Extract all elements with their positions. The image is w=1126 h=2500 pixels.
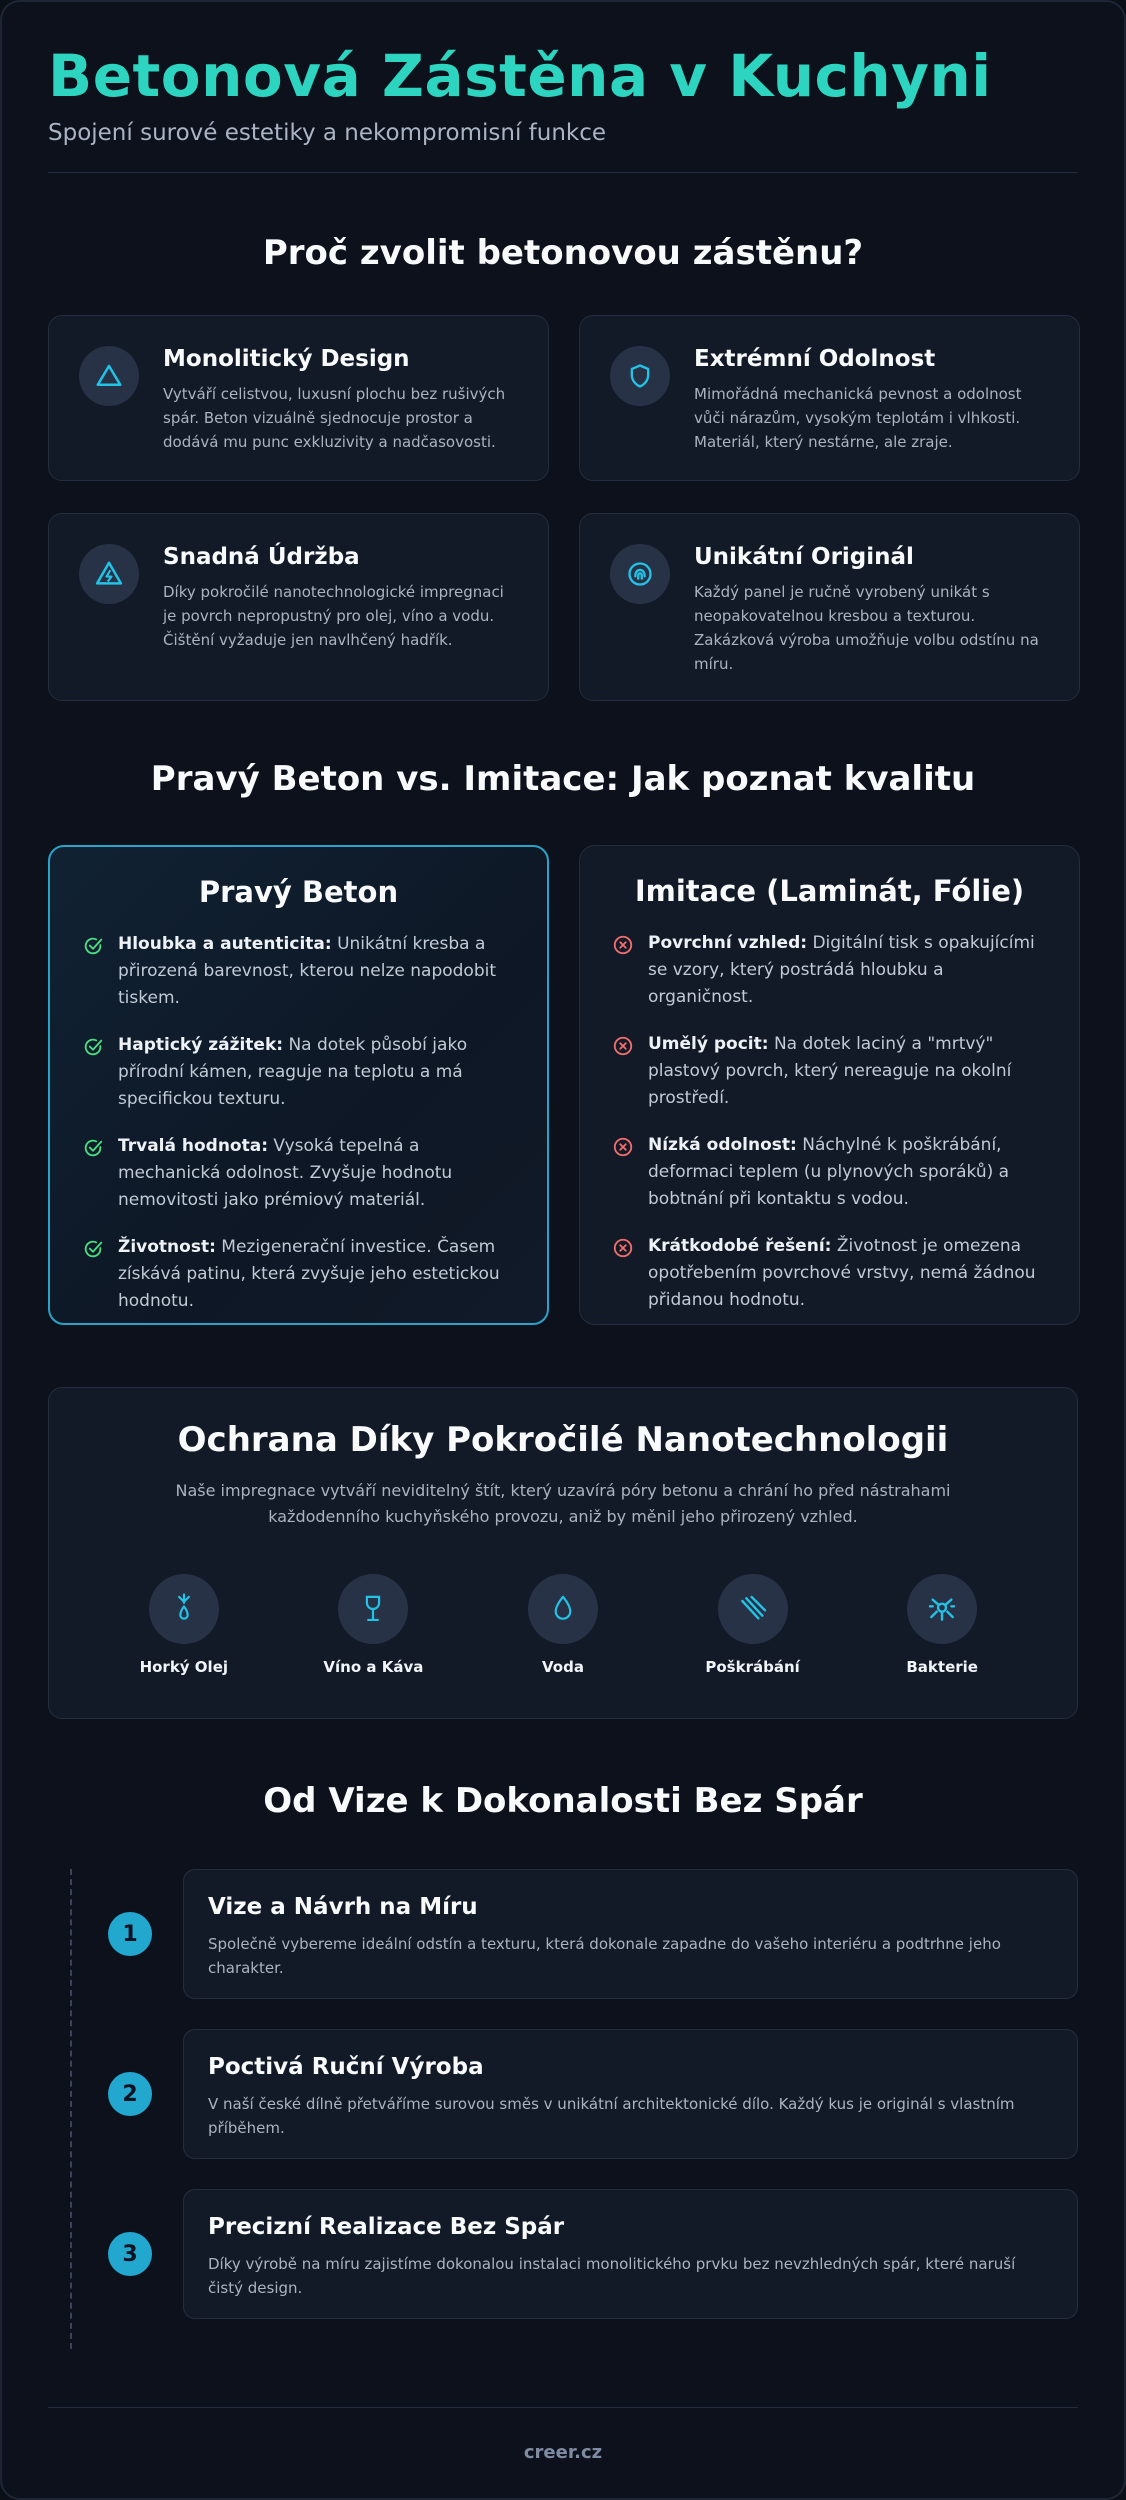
step-card	[183, 2029, 1078, 2159]
benefit-card	[579, 315, 1080, 481]
benefit-card	[48, 513, 549, 701]
process-step	[48, 1869, 1078, 1999]
list-label: Životnost:	[118, 1237, 216, 1257]
comparison-grid	[48, 845, 1078, 1325]
list-label: Umělý pocit:	[648, 1034, 769, 1054]
list-label: Povrchní vzhled:	[648, 933, 808, 953]
list-text	[118, 1133, 519, 1214]
benefit-title: Monolitický Design	[163, 346, 410, 372]
protection-icons	[89, 1574, 1037, 1676]
list-label: Trvalá hodnota:	[118, 1136, 269, 1156]
process-step	[48, 2189, 1078, 2319]
protection-label: Víno a Káva	[323, 1658, 424, 1676]
nanotech-desc: Naše impregnace vytváří neviditelný štít, který uzavírá póry betonu a chrání ho před nástrahami každodenního kuchyňského provozu, aniž by měnil jeho přirozený vzhled.	[175, 1481, 951, 1526]
benefit-desc: Díky pokročilé nanotechnologické impregnaci je povrch nepropustný pro olej, víno a vodu. Čištění vyžaduje jen navlhčený hadřík.	[163, 583, 504, 649]
benefit-desc: Mimořádná mechanická pevnost a odolnost vůči nárazům, vysokým teplotám i vlhkosti. Materiál, který nestárne, ale zraje.	[694, 385, 1022, 451]
step-card	[183, 1869, 1078, 1999]
footer-divider	[48, 2407, 1078, 2408]
nanotech-section	[48, 1387, 1078, 1719]
comparison-title: Pravý Beton vs. Imitace: Jak poznat kvalitu	[150, 759, 976, 799]
step-number: 3	[108, 2232, 152, 2276]
list-item	[608, 1132, 1051, 1213]
benefit-card	[579, 513, 1080, 701]
step-desc: Díky výrobě na míru zajistíme dokonalou instalaci monolitického prvku bez nevzhledných spár, které naruší čistý design.	[208, 2255, 1016, 2297]
list-label: Krátkodobé řešení:	[648, 1236, 832, 1256]
benefit-title: Snadná Údržba	[163, 544, 360, 570]
list-item	[78, 1234, 519, 1315]
protection-label: Bakterie	[906, 1658, 978, 1676]
list-text	[648, 1132, 1051, 1213]
list-text	[648, 1233, 1051, 1314]
scratch-icon	[718, 1574, 788, 1644]
triangle-icon	[79, 346, 139, 406]
list-desc: Mezigenerační investice. Časem získává patinu, která zvyšuje jeho estetickou hodnotu.	[118, 1237, 500, 1311]
page-subtitle: Spojení surové estetiky a nekompromisní funkce	[48, 120, 607, 146]
list-desc: Na dotek laciný a "mrtvý" plastový povrch, který nereaguje na okolní prostředí.	[648, 1034, 1012, 1108]
page-title: Betonová Zástěna v Kuchyni	[48, 42, 992, 110]
benefit-desc: Vytváří celistvou, luxusní plochu bez rušivých spár. Beton vizuálně sjednocuje prostor a dodává mu punc exkluzivity a nadčasovosti.	[163, 385, 506, 451]
list-item	[78, 1133, 519, 1214]
step-desc: Společně vybereme ideální odstín a texturu, která dokonale zapadne do vašeho interiéru a podtrhne jeho charakter.	[208, 1935, 1001, 1977]
check-icon	[82, 1036, 104, 1058]
check-icon	[82, 1137, 104, 1159]
benefit-card	[48, 315, 549, 481]
list-label: Hloubka a autenticita:	[118, 934, 332, 954]
nanotech-title: Ochrana Díky Pokročilé Nanotechnologii	[177, 1420, 949, 1460]
real-concrete-card	[48, 845, 549, 1325]
list-desc: Vysoká tepelná a mechanická odolnost. Zvyšuje hodnotu nemovitosti jako prémiový materiál.	[118, 1136, 453, 1210]
water-drop-icon	[528, 1574, 598, 1644]
list-desc: Náchylné k poškrábání, deformaci teplem (u plynových sporáků) a bobtnání při kontaktu s vodou.	[648, 1135, 1010, 1209]
bacteria-icon	[907, 1574, 977, 1644]
step-title: Vize a Návrh na Míru	[208, 1894, 478, 1920]
real-concrete-title: Pravý Beton	[198, 875, 399, 909]
step-title: Poctivá Ruční Výroba	[208, 2054, 484, 2080]
shield-icon	[610, 346, 670, 406]
benefits-grid	[48, 315, 1078, 701]
list-label: Haptický zážitek:	[118, 1035, 284, 1055]
list-text	[118, 1234, 519, 1315]
imitation-card	[579, 845, 1080, 1325]
check-icon	[82, 935, 104, 957]
protection-label: Poškrábání	[705, 1658, 800, 1676]
footer-link[interactable]: creer.cz	[523, 2442, 603, 2463]
list-item	[608, 930, 1051, 1011]
protection-item	[104, 1574, 264, 1676]
benefit-title: Extrémní Odolnost	[694, 346, 936, 372]
list-item	[608, 1233, 1051, 1314]
step-title: Precizní Realizace Bez Spár	[208, 2214, 565, 2240]
imitation-title: Imitace (Laminát, Fólie)	[634, 874, 1025, 908]
header-divider	[48, 172, 1078, 173]
list-text	[118, 1032, 519, 1113]
cross-icon	[612, 1136, 634, 1158]
protection-item	[673, 1574, 833, 1676]
list-label: Nízká odolnost:	[648, 1135, 797, 1155]
benefit-desc: Každý panel je ručně vyrobený unikát s neopakovatelnou kresbou a texturou. Zakázková výroba umožňuje volbu odstínu na míru.	[694, 583, 1039, 673]
list-item	[608, 1031, 1051, 1112]
benefits-title: Proč zvolit betonovou zástěnu?	[262, 233, 864, 273]
protection-item	[862, 1574, 1022, 1676]
list-item	[78, 931, 519, 1012]
list-desc: Životnost je omezena opotřebením povrchové vrstvy, nemá žádnou přidanou hodnotu.	[648, 1236, 1036, 1310]
protection-item	[293, 1574, 453, 1676]
list-item	[78, 1032, 519, 1113]
step-number: 2	[108, 2072, 152, 2116]
wine-glass-icon	[338, 1574, 408, 1644]
protection-label: Horký Olej	[139, 1658, 229, 1676]
cross-icon	[612, 1035, 634, 1057]
cross-icon	[612, 1237, 634, 1259]
cross-icon	[612, 934, 634, 956]
list-text	[648, 930, 1051, 1011]
fingerprint-icon	[610, 544, 670, 604]
list-desc: Unikátní kresba a přirozená barevnost, kterou nelze napodobit tiskem.	[118, 934, 497, 1008]
process-title: Od Vize k Dokonalosti Bez Spár	[263, 1781, 863, 1821]
check-icon	[82, 1238, 104, 1260]
oil-icon	[149, 1574, 219, 1644]
list-desc: Digitální tisk s opakujícími se vzory, který postrádá hloubku a organičnost.	[648, 933, 1035, 1007]
benefit-title: Unikátní Originál	[694, 544, 914, 570]
list-text	[118, 931, 519, 1012]
lightning-triangle-icon	[79, 544, 139, 604]
list-text	[648, 1031, 1051, 1112]
list-desc: Na dotek působí jako přírodní kámen, reaguje na teplotu a má specifickou texturu.	[118, 1035, 468, 1109]
protection-item	[483, 1574, 643, 1676]
process-timeline	[48, 1869, 1078, 2349]
process-step	[48, 2029, 1078, 2159]
step-card	[183, 2189, 1078, 2319]
protection-label: Voda	[542, 1658, 584, 1676]
step-number: 1	[108, 1912, 152, 1956]
step-desc: V naší české dílně přetváříme surovou směs v unikátní architektonické dílo. Každý kus je originál s vlastním příběhem.	[208, 2095, 1015, 2137]
